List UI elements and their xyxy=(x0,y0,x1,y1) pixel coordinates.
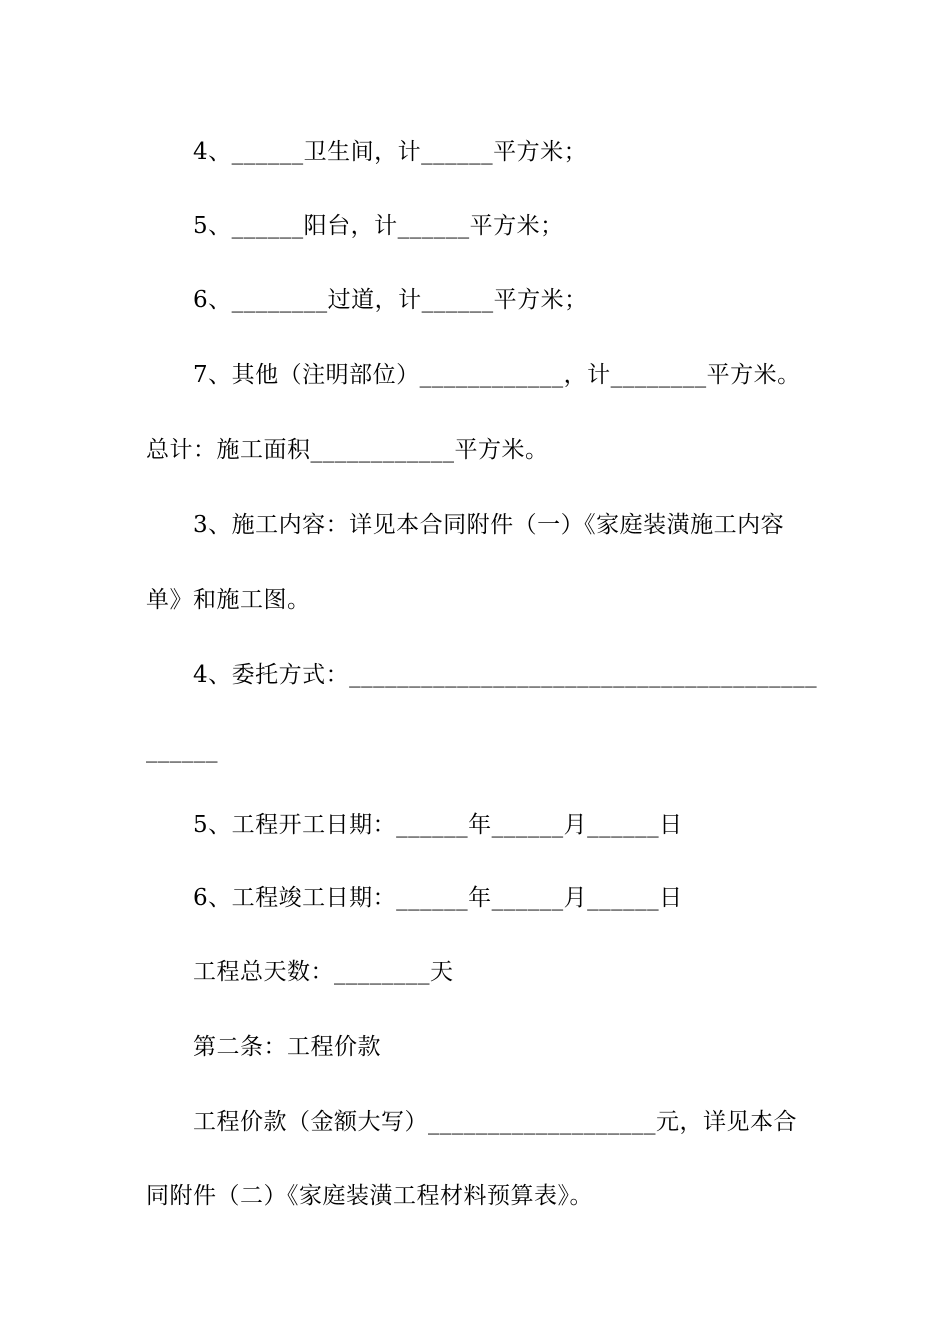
area-bathroom-line: 4、______卫生间，计______平方米； xyxy=(193,139,588,165)
project-price-line: 工程价款（金额大写）___________________元，详见本合 xyxy=(193,1109,797,1135)
completion-date-line: 6、工程竣工日期：______年______月______日 xyxy=(193,885,683,911)
area-other-line: 7、其他（注明部位）____________，计________平方米。 xyxy=(193,362,801,388)
area-balcony-line: 5、______阳台，计______平方米； xyxy=(193,213,564,239)
commission-method-line: 4、委托方式：_______________________________________ xyxy=(193,662,818,688)
construction-content-continued-line: 单》和施工图。 xyxy=(146,587,311,613)
section-heading-price: 第二条：工程价款 xyxy=(193,1034,381,1060)
project-price-continued-line: 同附件（二）《家庭装潢工程材料预算表》。 xyxy=(146,1183,593,1209)
start-date-line: 5、工程开工日期：______年______月______日 xyxy=(193,812,683,838)
construction-content-line: 3、施工内容：详见本合同附件（一）《家庭装潢施工内容 xyxy=(193,512,785,538)
total-days-line: 工程总天数：________天 xyxy=(193,959,454,985)
commission-method-continued-line: ______ xyxy=(146,737,218,763)
total-area-line: 总计：施工面积____________平方米。 xyxy=(146,437,549,463)
area-corridor-line: 6、________过道，计______平方米； xyxy=(193,287,588,313)
